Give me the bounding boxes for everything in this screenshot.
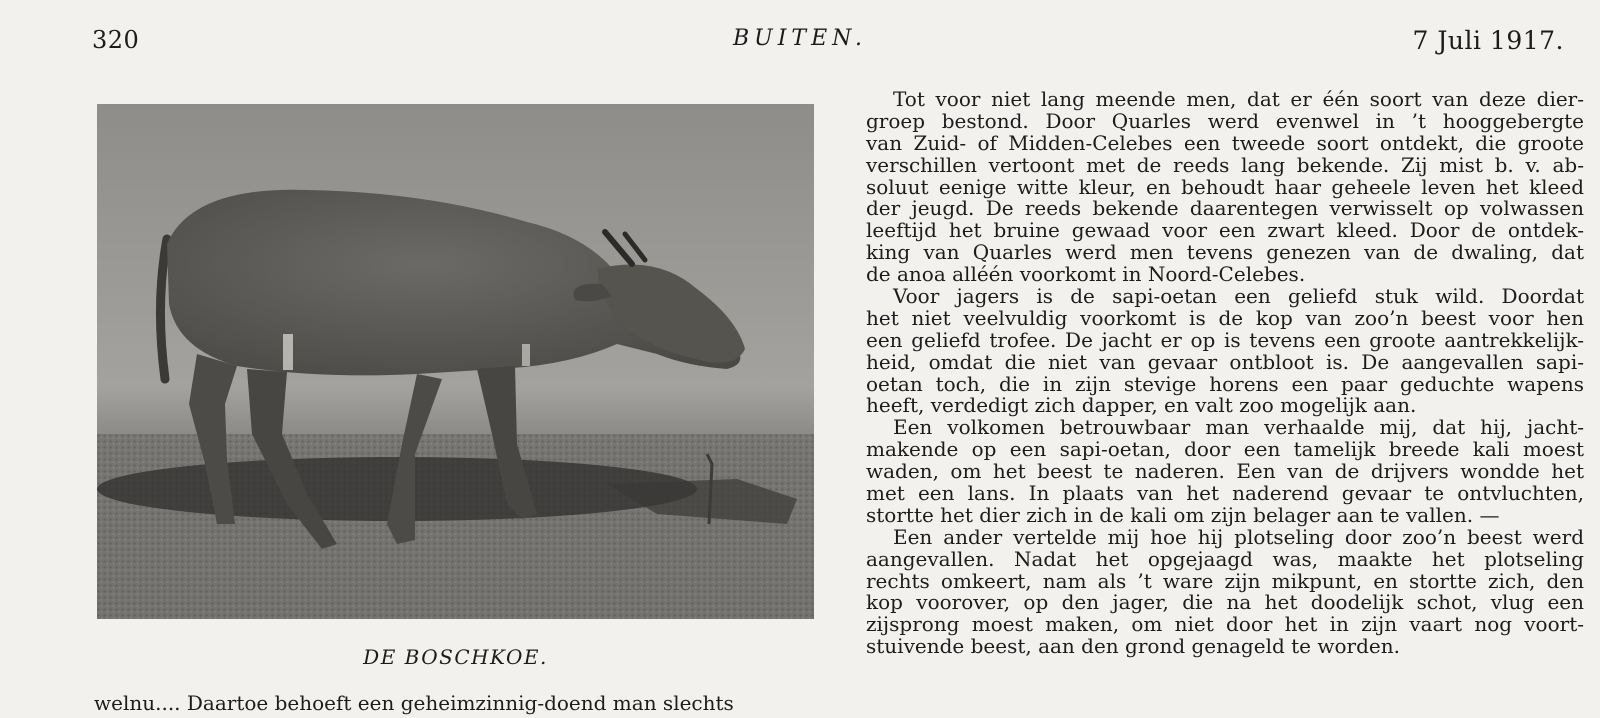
text-line: stortte het dier zich in de kali om zijn belager aan te vallen. — bbox=[866, 502, 1500, 527]
text-line: waden, om het beest te naderen. Een van de drijvers wondde het bbox=[866, 459, 1584, 484]
issue-date: 7 Juli 1917. bbox=[1412, 26, 1564, 55]
text-line: Een ander vertelde mij hoe hij plotseling door zoo’n beest werd bbox=[893, 524, 1584, 549]
text-line: kop voorover, op den jager, die na het doodelijk schot, vlug een bbox=[866, 590, 1584, 615]
anoa-illustration bbox=[97, 104, 814, 619]
text-line: leeftijd het bruine gewaad voor een zwart kleed. Door de ontdek- bbox=[866, 218, 1584, 243]
text-line: met een lans. In plaats van het naderend gevaar te ontvluchten, bbox=[866, 481, 1584, 506]
text-line: een geliefd trofee. De jacht er op is tevens een groote aantrekkelijk- bbox=[866, 327, 1584, 352]
page-number: 320 bbox=[92, 26, 140, 54]
text-line: aangevallen. Nadat het opgejaagd was, maakte het plotseling bbox=[866, 546, 1584, 571]
right-column-text bbox=[866, 89, 1584, 658]
text-line: stuivende beest, aan den grond genageld te worden. bbox=[866, 634, 1400, 659]
anoa-photograph bbox=[97, 104, 814, 619]
text-line: Een volkomen betrouwbaar man verhaalde mij, dat hij, jacht- bbox=[893, 415, 1584, 440]
text-line: verschillen vertoont met de reeds lang bekende. Zij mist b. v. ab- bbox=[866, 152, 1584, 177]
text-line: heid, omdat die niet van gevaar ontbloot is. De aangevallen sapi- bbox=[866, 349, 1584, 374]
text-line: het niet veelvuldig voorkomt is de kop van zoo’n beest voor hen bbox=[866, 305, 1584, 330]
left-column-text: welnu.... Daartoe behoeft een geheimzinnig-doend man slechts bbox=[94, 691, 734, 715]
text-line: de anoa alléén voorkomt in Noord-Celebes. bbox=[866, 262, 1306, 287]
text-line: groep bestond. Door Quarles werd evenwel in ’t hooggebergte bbox=[866, 108, 1584, 133]
text-line: oetan toch, die in zijn stevige horens een paar geduchte wapens bbox=[866, 371, 1584, 396]
text-line: heeft, verdedigt zich dapper, en valt zoo mogelijk aan. bbox=[866, 393, 1417, 418]
text-line: king van Quarles werd men tevens genezen van de dwaling, dat bbox=[866, 240, 1584, 265]
text-line: rechts omkeert, nam als ’t ware zijn mikpunt, en stortte zich, den bbox=[866, 568, 1584, 593]
text-line: Voor jagers is de sapi-oetan een geliefd stuk wild. Doordat bbox=[893, 284, 1584, 309]
text-line: makende op een sapi-oetan, door een tamelijk breede kali moest bbox=[866, 437, 1584, 462]
text-line: soluut eenige witte kleur, en behoudt haar geheele leven het kleed bbox=[866, 174, 1584, 199]
text-line: Tot voor niet lang meende men, dat er één soort van deze dier- bbox=[893, 87, 1584, 111]
text-line: der jeugd. De reeds bekende daarentegen verwisselt op volwassen bbox=[866, 196, 1584, 221]
figure-caption: DE BOSCHKOE. bbox=[363, 645, 548, 669]
text-line: zijsprong moest maken, om niet door het in zijn vaart nog voort- bbox=[866, 612, 1584, 637]
text-line: van Zuid- of Midden-Celebes een tweede soort ontdekt, die groote bbox=[866, 130, 1584, 155]
magazine-title: BUITEN. bbox=[733, 26, 867, 51]
